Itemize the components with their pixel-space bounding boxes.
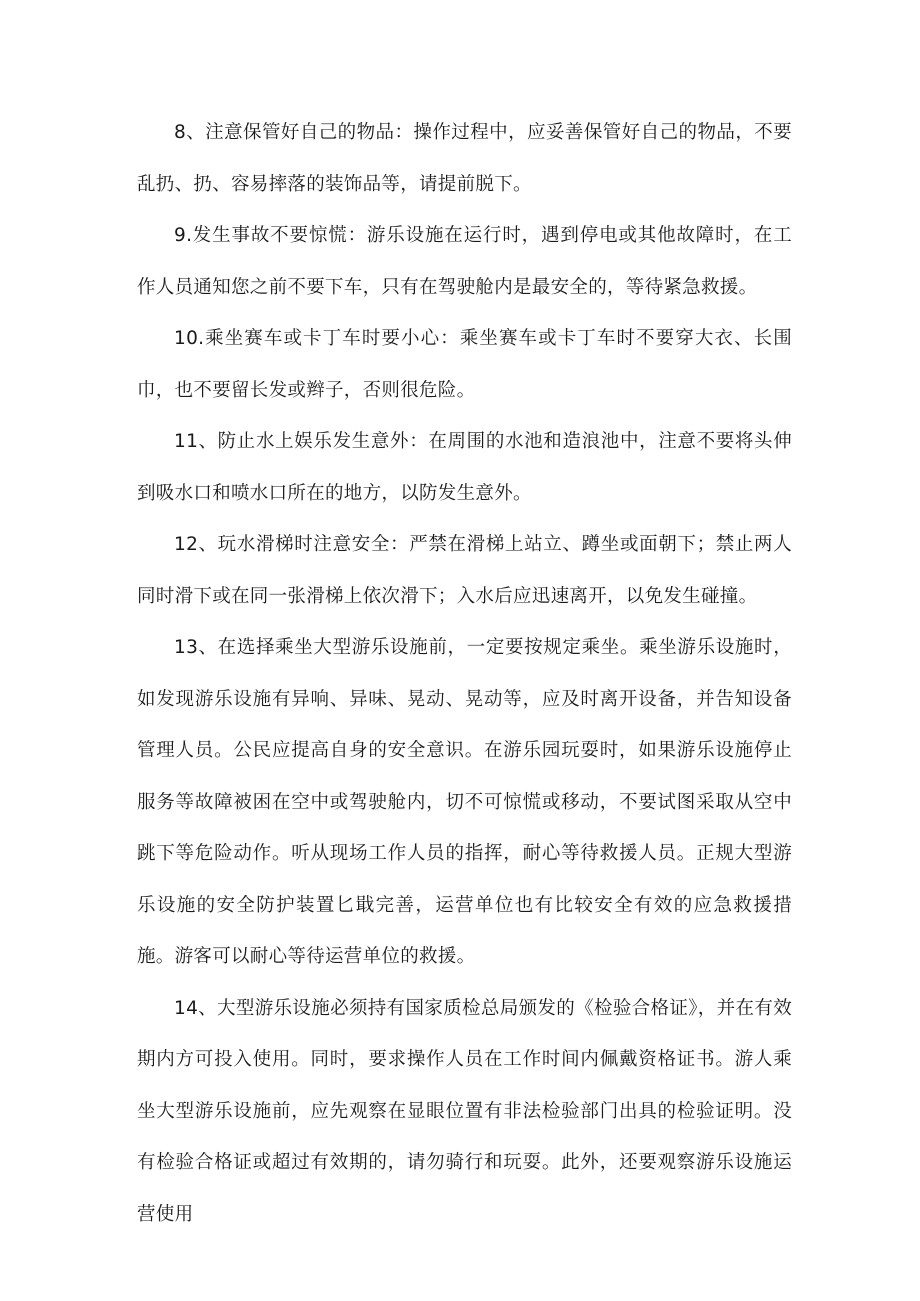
paragraph-12: 12、玩水滑梯时注意安全：严禁在滑梯上站立、蹲坐或面朝下；禁止两人同时滑下或在同一张滑梯上依次滑下；入水后应迅速离开，以免发生碰撞。 [137, 534, 792, 607]
paragraph-14: 14、大型游乐设施必须持有国家质检总局颁发的《检验合格证》，并在有效期内方可投入使用。同时，要求操作人员在工作时间内佩戴资格证书。游人乘坐大型游乐设施前，应先观察在显眼位置有非法检验部门出具的检验证明。没有检验合格证或超过有效期的，请勿骑行和玩耍。此外，还要观察游乐设施运营使用 [137, 997, 792, 1225]
paragraph-8: 8、注意保管好自己的物品：操作过程中，应妥善保管好自己的物品，不要乱扔、扔、容易摔落的装饰品等，请提前脱下。 [137, 122, 792, 195]
paragraph-13: 13、在选择乘坐大型游乐设施前，一定要按规定乘坐。乘坐游乐设施时，如发现游乐设施有异响、异味、晃动、晃动等，应及时离开设备，并告知设备管理人员。公民应提高自身的安全意识。在游乐园玩耍时，如果游乐设施停止服务等故障被困在空中或驾驶舱内，切不可惊慌或移动，不要试图采取从空中跳下等危险动作。听从现场工作人员的指挥，耐心等待救援人员。正规大型游乐设施的安全防护装置匕戢完善，运营单位也有比较安全有效的应急救援措施。游客可以耐心等待运营单位的救援。 [137, 637, 792, 967]
paragraph-9: 9.发生事故不要惊慌：游乐设施在运行时，遇到停电或其他故障时，在工作人员通知您之前不要下车，只有在驾驶舱内是最安全的，等待紧急救援。 [137, 225, 792, 298]
paragraph-11: 11、防止水上娱乐发生意外：在周围的水池和造浪池中，注意不要将头伸到吸水口和喷水口所在的地方，以防发生意外。 [137, 431, 792, 504]
paragraph-10: 10.乘坐赛车或卡丁车时要小心：乘坐赛车或卡丁车时不要穿大衣、长围巾，也不要留长发或辫子，否则很危险。 [137, 328, 792, 401]
document-body [137, 107, 792, 1240]
